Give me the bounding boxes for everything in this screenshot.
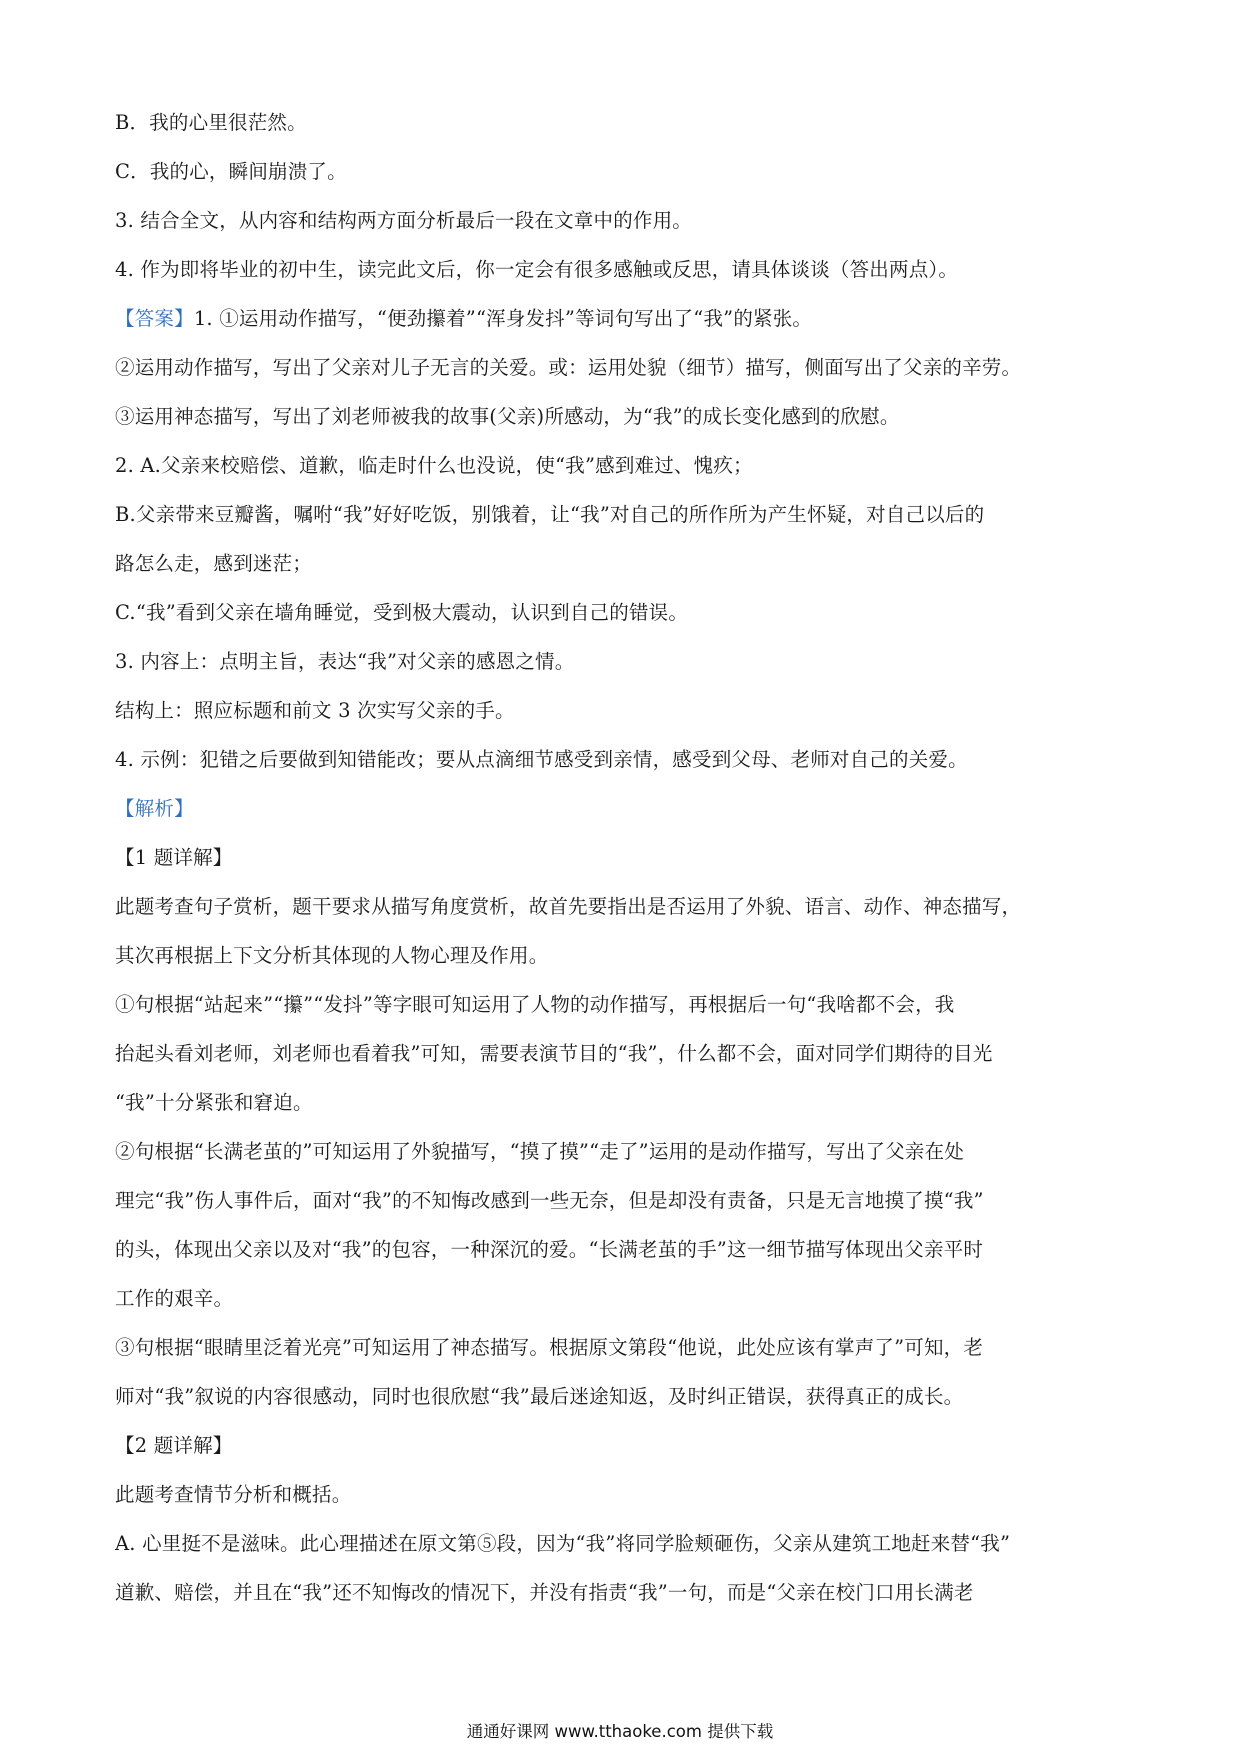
document-body <box>115 98 1125 1617</box>
detail-1-s1-cont: 抬起头看刘老师，刘老师也看着我”可知，需要表演节目的“我”，什么都不会，面对同学们期待的目光 <box>115 1042 993 1065</box>
answer-1-3: ③运用神态描写，写出了刘老师被我的故事(父亲)所感动，为“我”的成长变化感到的欣慰。 <box>115 405 900 428</box>
answer-tag: 【答案】 <box>115 307 194 330</box>
answer-3-content: 3. 内容上：点明主旨，表达“我”对父亲的感恩之情。 <box>115 650 575 673</box>
question-4: 4. 作为即将毕业的初中生，读完此文后，你一定会有很多感触或反思，请具体谈谈（答出两点）。 <box>115 258 959 281</box>
answer-2-b-cont: 路怎么走，感到迷茫； <box>115 552 313 575</box>
question-3: 3. 结合全文，从内容和结构两方面分析最后一段在文章中的作用。 <box>115 209 693 232</box>
option-c: C．我的心，瞬间崩溃了。 <box>115 160 347 183</box>
detail-2-a-cont: 道歉、赔偿，并且在“我”还不知悔改的情况下，并没有指责“我”一句，而是“父亲在校门口用长满老 <box>115 1581 974 1604</box>
option-b: B．我的心里很茫然。 <box>115 111 307 134</box>
detail-2-p1: 此题考查情节分析和概括。 <box>115 1483 352 1506</box>
detail-1-p1: 此题考查句子赏析，题干要求从描写角度赏析，故首先要指出是否运用了外貌、语言、动作、神态描写， <box>115 895 1022 918</box>
answer-4: 4. 示例：犯错之后要做到知错能改；要从点滴细节感受到亲情，感受到父母、老师对自己的关爱。 <box>115 748 968 771</box>
detail-1-s1: ①句根据“站起来”“攥”“发抖”等字眼可知运用了人物的动作描写，再根据后一句“我啥都不会，我 <box>115 993 955 1016</box>
answer-3-structure: 结构上：照应标题和前文 3 次实写父亲的手。 <box>115 699 515 722</box>
detail-1-s2-cont2: 的头，体现出父亲以及对“我”的包容，一种深沉的爱。“长满老茧的手”这一细节描写体现出父亲平时 <box>115 1238 984 1261</box>
answer-2-b: B.父亲带来豆瓣酱，嘱咐“我”好好吃饭，别饿着，让“我”对自己的所作所为产生怀疑，对自己以后的 <box>115 503 985 526</box>
detail-1-p1-cont: 其次再根据上下文分析其体现的人物心理及作用。 <box>115 944 549 967</box>
detail-1-heading: 【1 题详解】 <box>115 846 233 869</box>
detail-1-s2: ②句根据“长满老茧的”可知运用了外貌描写，“摸了摸”“走了”运用的是动作描写，写出了父亲在处 <box>115 1140 965 1163</box>
detail-1-s2-cont: 理完“我”伤人事件后，面对“我”的不知悔改感到一些无奈，但是却没有责备，只是无言地摸了摸“我” <box>115 1189 984 1212</box>
answer-2-a: 2. A.父亲来校赔偿、道歉，临走时什么也没说，使“我”感到难过、愧疚； <box>115 454 753 477</box>
detail-1-s1-cont2: “我”十分紧张和窘迫。 <box>115 1091 313 1114</box>
answer-1: 1. ①运用动作描写，“便劲攥着”“浑身发抖”等词句写出了“我”的紧张。 <box>193 307 813 330</box>
footer-source: 通通好课网 www.tthaoke.com 提供下载 <box>466 1722 774 1741</box>
detail-2-a: A. 心里挺不是滋味。此心理描述在原文第⑤段，因为“我”将同学脸颊砸伤，父亲从建筑工地赶来替“我” <box>115 1532 1011 1555</box>
detail-1-s3: ③句根据“眼睛里泛着光亮”可知运用了神态描写。根据原文第段“他说，此处应该有掌声了”可知，老 <box>115 1336 984 1359</box>
detail-2-heading: 【2 题详解】 <box>115 1434 233 1457</box>
analysis-tag: 【解析】 <box>115 797 194 820</box>
detail-1-s2-cont3: 工作的艰辛。 <box>115 1287 234 1310</box>
detail-1-s3-cont: 师对“我”叙说的内容很感动，同时也很欣慰“我”最后迷途知返，及时纠正错误，获得真正的成长。 <box>115 1385 964 1408</box>
answer-1-2: ②运用动作描写，写出了父亲对儿子无言的关爱。或：运用处貌（细节）描写，侧面写出了父亲的辛劳。 <box>115 356 1022 379</box>
answer-line <box>115 294 1125 343</box>
answer-2-c: C.“我”看到父亲在墙角睡觉，受到极大震动，认识到自己的错误。 <box>115 601 689 624</box>
